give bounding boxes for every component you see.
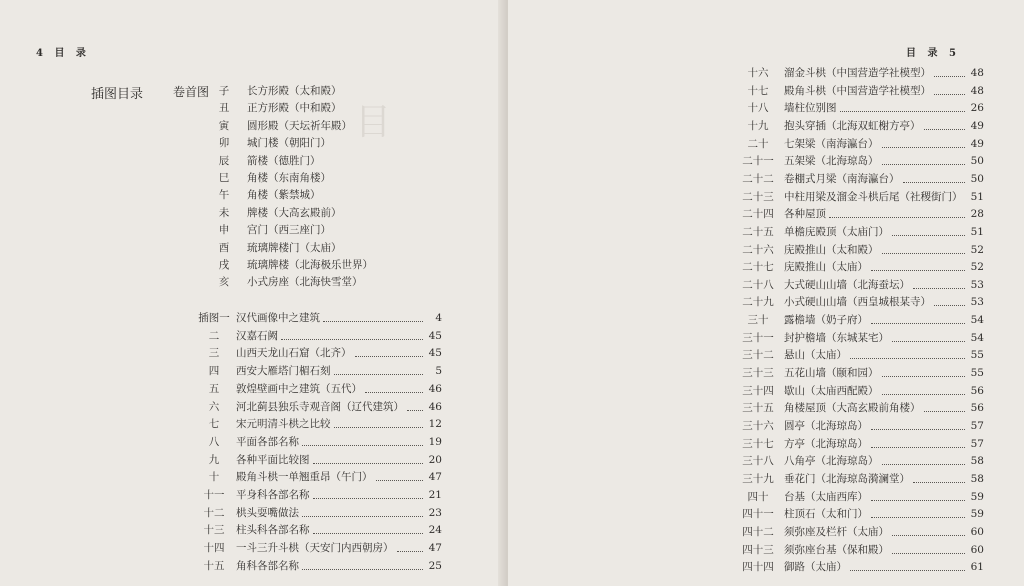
frontispiece-title: 琉璃牌楼门（太庙） (247, 241, 342, 254)
figure-title: 抱头穿插（北海双虹榭方亭） (784, 119, 921, 132)
figure-title: 敦煌壁画中之建筑（五代） (236, 382, 362, 395)
page-number: 51 (970, 225, 984, 238)
leader-dots (892, 331, 965, 342)
figure-title: 栱头耍嘴做法 (236, 506, 299, 519)
frontispiece-title: 小式房座（北海快雪堂） (247, 276, 363, 289)
frontispiece-row (217, 223, 331, 237)
figure-row (740, 101, 984, 115)
frontispiece-branch: 午 (218, 189, 230, 202)
figure-number: 四十四 (742, 561, 774, 574)
frontispiece-title: 宫门（西三座门） (247, 224, 331, 237)
page-number: 56 (970, 384, 984, 397)
figure-number: 十五 (203, 559, 225, 572)
page-number: 5 (435, 365, 442, 378)
figure-number: 四十二 (742, 525, 774, 538)
figure-title: 小式硬山山墙（西皇城根某寺） (784, 296, 931, 309)
page-number: 19 (428, 435, 442, 448)
page-number: 20 (428, 453, 442, 466)
leader-dots (882, 384, 966, 395)
figure-row (740, 543, 984, 557)
figure-title: 溜金斗栱（中国营造学社模型） (784, 67, 931, 79)
page-number: 61 (970, 561, 984, 574)
figure-number: 八 (208, 435, 220, 448)
page-number: 55 (970, 367, 984, 380)
frontispiece-row (217, 275, 363, 289)
leader-dots (871, 260, 965, 271)
right-running-header: 目 录 5 (906, 48, 960, 59)
figure-row (740, 278, 984, 292)
leader-dots (934, 295, 965, 306)
leader-dots (850, 348, 965, 359)
page-number: 28 (970, 208, 984, 221)
figure-number: 六 (208, 400, 220, 413)
frontispiece-branch: 子 (218, 85, 230, 97)
figure-number: 十七 (747, 84, 769, 97)
leader-dots (882, 366, 966, 377)
figure-number: 三十一 (742, 331, 774, 344)
figure-title: 汉代画像中之建筑 (236, 312, 320, 324)
figure-title: 角科各部名称 (236, 559, 299, 572)
figure-title: 御路（太庙） (784, 561, 847, 574)
page-number: 55 (970, 349, 984, 362)
figure-number: 三十三 (742, 367, 774, 380)
leader-dots (871, 490, 965, 501)
leader-dots (302, 435, 423, 446)
leader-dots (934, 66, 965, 77)
left-page (0, 0, 508, 586)
figure-row (740, 454, 984, 468)
figure-row (740, 366, 984, 380)
frontispiece-branch: 辰 (218, 154, 230, 167)
leader-dots (871, 437, 965, 448)
frontispiece-title: 城门楼（朝阳门） (247, 137, 331, 150)
page-number: 47 (428, 542, 442, 555)
figure-title: 大式硬山山墙（北海蚕坛） (784, 278, 910, 291)
frontispiece-row (217, 154, 321, 168)
figure-number: 插图一 (198, 312, 230, 324)
figure-row (740, 207, 984, 221)
figure-title: 柱头科各部名称 (236, 524, 310, 537)
figure-number: 三十六 (742, 420, 774, 432)
figure-number: 二十 (747, 137, 769, 150)
figure-number: 三十 (747, 314, 769, 327)
page-number: 49 (970, 119, 984, 132)
leader-dots (397, 541, 424, 552)
leader-dots (302, 506, 423, 517)
figure-title: 封护檐墙（东城某宅） (784, 331, 889, 344)
leader-dots (892, 525, 965, 536)
leader-dots (882, 137, 966, 148)
figure-row (740, 190, 984, 204)
figure-row (740, 472, 984, 486)
page-number: 45 (428, 347, 442, 360)
frontispiece-label: 卷首图 (173, 85, 210, 99)
figure-number: 二十八 (742, 278, 774, 291)
frontispiece-row (217, 136, 331, 150)
frontispiece-branch: 未 (218, 206, 230, 219)
frontispiece-title: 正方形殿（中和殿） (247, 102, 342, 115)
figure-row (740, 507, 984, 521)
figure-row (740, 313, 984, 327)
figure-row (196, 523, 442, 537)
page-number: 56 (970, 402, 984, 415)
frontispiece-branch: 卯 (218, 137, 230, 150)
figure-title: 中柱用梁及溜金斗栱后尾（社稷街门） (784, 190, 963, 203)
figure-number: 四 (208, 365, 220, 378)
page-number: 47 (428, 471, 442, 484)
leader-dots (334, 417, 424, 428)
figure-number: 二十七 (742, 261, 774, 274)
page-number: 24 (428, 524, 442, 537)
figure-title: 单檐庑殿顶（太庙门） (784, 225, 889, 238)
figure-row (740, 66, 984, 80)
leader-dots (829, 207, 965, 218)
figure-row (196, 470, 442, 484)
figure-title: 平身科各部名称 (236, 489, 310, 501)
section-title: 插图目录 (91, 87, 144, 102)
figure-number: 十 (208, 471, 220, 484)
frontispiece-branch: 巳 (218, 172, 230, 184)
figure-title: 八角亭（北海琼岛） (784, 455, 879, 468)
page-number: 23 (428, 506, 442, 519)
figure-number: 三十四 (742, 384, 774, 397)
figure-title: 五花山墙（颐和园） (784, 367, 879, 380)
frontispiece-title: 箭楼（德胜门） (247, 154, 321, 167)
page-number: 48 (970, 84, 984, 97)
figure-number: 五 (208, 382, 220, 395)
figure-number: 十九 (747, 119, 769, 132)
figure-row (196, 559, 442, 573)
figure-number: 三十五 (742, 402, 774, 415)
leader-dots (355, 346, 424, 357)
figure-row (740, 525, 984, 539)
figure-number: 三十九 (742, 472, 774, 485)
figure-number: 十三 (203, 524, 225, 537)
figure-row (196, 541, 442, 555)
figure-title: 各种屋顶 (784, 208, 826, 221)
frontispiece-row (217, 84, 342, 98)
figure-number: 二十六 (742, 243, 774, 256)
page-number: 60 (970, 525, 984, 538)
figure-row (740, 119, 984, 133)
figure-title: 平面各部名称 (236, 435, 299, 448)
frontispiece-title: 牌楼（大高玄殿前） (247, 206, 342, 219)
figure-row (196, 364, 442, 378)
figure-row (196, 453, 442, 467)
figure-title: 垂花门（北海琼岛漪澜堂） (784, 472, 910, 485)
figure-title: 五架梁（北海琼岛） (784, 155, 879, 168)
page-number: 46 (428, 382, 442, 395)
leader-dots (871, 313, 965, 324)
figure-row (740, 419, 984, 433)
figure-number: 二 (208, 329, 220, 342)
figure-title: 方亭（北海琼岛） (784, 437, 868, 450)
leader-dots (892, 225, 965, 236)
figure-row (740, 490, 984, 504)
page-number: 54 (970, 331, 984, 344)
page-number: 59 (970, 508, 984, 521)
page-number: 53 (970, 296, 984, 309)
frontispiece-title: 琉璃牌楼（北海极乐世界） (247, 259, 373, 271)
leader-dots (871, 507, 965, 518)
page-number: 12 (428, 418, 442, 431)
page-number: 58 (970, 455, 984, 468)
frontispiece-row (217, 258, 373, 272)
figure-row (196, 346, 442, 360)
page-number: 54 (970, 314, 984, 327)
page-number: 59 (970, 490, 984, 503)
leader-dots (850, 560, 965, 571)
leader-dots (302, 559, 423, 570)
leader-dots (882, 154, 966, 165)
show-through-glyph: 目 (355, 102, 392, 143)
page-number: 25 (428, 559, 442, 572)
leader-dots (882, 243, 966, 254)
leader-dots (913, 472, 965, 483)
leader-dots (281, 329, 423, 340)
right-page (508, 0, 1024, 586)
leader-dots (840, 101, 966, 112)
figure-row (196, 435, 442, 449)
figure-number: 四十一 (742, 508, 774, 521)
frontispiece-branch: 丑 (218, 102, 230, 115)
figure-title: 宋元明清斗栱之比较 (236, 418, 331, 431)
figure-number: 十四 (203, 542, 225, 555)
figure-number: 二十四 (742, 208, 774, 221)
figure-number: 十一 (203, 489, 225, 501)
page-number: 52 (970, 261, 984, 274)
page-number: 21 (428, 489, 442, 501)
figure-title: 台基（太庙西库） (784, 490, 868, 503)
frontispiece-branch: 戌 (218, 259, 230, 271)
figure-title: 墙柱位别图 (784, 102, 837, 115)
figure-title: 殿角斗栱（中国营造学社模型） (784, 84, 931, 97)
figure-title: 角楼屋顶（大高玄殿前角楼） (784, 402, 921, 415)
frontispiece-title: 长方形殿（太和殿） (247, 85, 342, 97)
left-running-header: 4 目 录 (36, 48, 90, 59)
page-number: 49 (970, 137, 984, 150)
figure-row (740, 243, 984, 257)
figure-row (740, 348, 984, 362)
figure-row (740, 172, 984, 186)
figure-number: 四十三 (742, 543, 774, 556)
figure-row (740, 154, 984, 168)
figure-row (196, 400, 442, 414)
leader-dots (934, 84, 965, 95)
figure-title: 河北蓟县独乐寺观音阁（辽代建筑） (236, 400, 404, 413)
figure-row (740, 295, 984, 309)
leader-dots (365, 382, 423, 393)
page-number: 57 (970, 420, 984, 432)
leader-dots (882, 454, 966, 465)
figure-number: 十八 (747, 102, 769, 115)
page-number: 4 (435, 312, 442, 324)
figure-title: 庑殿推山（太庙） (784, 261, 868, 274)
frontispiece-row (217, 119, 352, 133)
page-number: 60 (970, 543, 984, 556)
figure-number: 二十一 (742, 155, 774, 168)
figure-row (740, 437, 984, 451)
frontispiece-branch: 申 (218, 224, 230, 237)
figure-number: 十六 (747, 67, 769, 79)
leader-dots (313, 523, 424, 534)
frontispiece-row (217, 101, 342, 115)
page-number: 46 (428, 400, 442, 413)
page-number: 45 (428, 329, 442, 342)
figure-row (740, 260, 984, 274)
figure-row (740, 401, 984, 415)
page-number: 50 (970, 172, 984, 185)
figure-title: 圆亭（北海琼岛） (784, 420, 868, 432)
frontispiece-title: 角楼（紫禁城） (247, 189, 321, 202)
figure-title: 悬山（太庙） (784, 349, 847, 362)
leader-dots (313, 453, 424, 464)
figure-number: 三十八 (742, 455, 774, 468)
figure-title: 须弥座及栏杆（太庙） (784, 525, 889, 538)
page-number: 26 (970, 102, 984, 115)
figure-title: 汉嘉石阙 (236, 329, 278, 342)
figure-title: 露檐墙（奶子府） (784, 314, 868, 327)
figure-number: 十二 (203, 506, 225, 519)
page-number: 48 (970, 67, 984, 79)
figure-row (196, 488, 442, 502)
figure-number: 三十七 (742, 437, 774, 450)
page-number: 57 (970, 437, 984, 450)
figure-row (196, 329, 442, 343)
figure-row (196, 506, 442, 520)
page-number: 53 (970, 278, 984, 291)
frontispiece-title: 角楼（东南角楼） (247, 172, 331, 184)
leader-dots (334, 364, 424, 375)
figure-number: 二十二 (742, 172, 774, 185)
leader-dots (871, 419, 965, 430)
frontispiece-row (217, 241, 342, 255)
figure-row (740, 384, 984, 398)
figure-row (196, 417, 442, 431)
leader-dots (407, 400, 423, 411)
figure-number: 三 (208, 347, 220, 360)
figure-title: 庑殿推山（太和殿） (784, 243, 879, 256)
figure-number: 三十二 (742, 349, 774, 362)
frontispiece-branch: 亥 (218, 276, 230, 289)
leader-dots (924, 401, 966, 412)
figure-row (740, 84, 984, 98)
leader-dots (376, 470, 424, 481)
figure-title: 山西天龙山石窟（北齐） (236, 347, 352, 360)
leader-dots (913, 278, 965, 289)
figure-number: 二十三 (742, 190, 774, 203)
leader-dots (323, 311, 423, 322)
figure-row (740, 331, 984, 345)
figure-number: 七 (208, 418, 220, 431)
figure-title: 卷棚式月梁（南海瀛台） (784, 172, 900, 185)
figure-title: 一斗三升斗栱（天安门内西朝房） (236, 542, 394, 555)
figure-title: 七架梁（南海瀛台） (784, 137, 879, 150)
leader-dots (924, 119, 966, 130)
frontispiece-branch: 酉 (218, 241, 230, 254)
figure-title: 各种平面比较图 (236, 453, 310, 466)
figure-title: 歇山（太庙西配殿） (784, 384, 879, 397)
frontispiece-row (217, 171, 331, 185)
figure-row (740, 137, 984, 151)
frontispiece-row (217, 206, 342, 220)
leader-dots (313, 488, 424, 499)
figure-title: 柱顶石（太和门） (784, 508, 868, 521)
figure-number: 二十九 (742, 296, 774, 309)
page-number: 52 (970, 243, 984, 256)
figure-title: 西安大雁塔门楣石刻 (236, 365, 331, 378)
frontispiece-title: 圆形殿（天坛祈年殿） (247, 119, 352, 132)
page-number: 50 (970, 155, 984, 168)
figure-row (196, 382, 442, 396)
leader-dots (892, 543, 965, 554)
frontispiece-branch: 寅 (218, 119, 230, 132)
figure-number: 二十五 (742, 225, 774, 238)
figure-row (740, 560, 984, 574)
figure-row (196, 311, 442, 325)
leader-dots (903, 172, 966, 183)
figure-number: 九 (208, 453, 220, 466)
page-number: 51 (970, 190, 984, 203)
figure-title: 须弥座台基（保和殿） (784, 543, 889, 556)
page-number: 58 (970, 472, 984, 485)
figure-row (740, 225, 984, 239)
figure-number: 四十 (747, 490, 769, 503)
frontispiece-row (217, 188, 321, 202)
figure-title: 殿角斗栱一单翘重昂（午门） (236, 471, 373, 484)
